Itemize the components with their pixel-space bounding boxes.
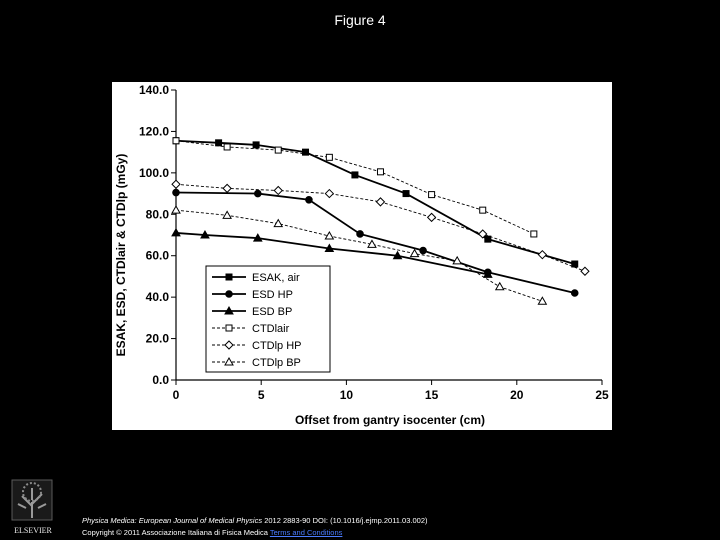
data-point <box>572 261 578 267</box>
y-tick-label: 0.0 <box>152 373 169 387</box>
data-point <box>226 274 232 280</box>
y-tick-label: 20.0 <box>145 331 169 346</box>
data-point <box>538 297 546 304</box>
article-reference: 2012 2883-90 DOI: (10.1016/j.ejmp.2011.03.002) <box>264 516 428 525</box>
x-tick-label: 20 <box>510 388 524 402</box>
data-point <box>496 283 504 290</box>
data-point <box>428 213 436 221</box>
data-point <box>172 206 180 213</box>
data-point <box>352 172 358 178</box>
data-point <box>275 147 281 153</box>
data-point <box>223 184 231 192</box>
data-point <box>325 190 333 198</box>
data-point <box>403 191 409 197</box>
data-point <box>216 140 222 146</box>
y-tick-label: 100.0 <box>138 165 169 180</box>
line-chart <box>112 82 612 430</box>
data-point <box>223 211 231 218</box>
data-point <box>538 251 546 259</box>
data-point <box>571 290 578 297</box>
legend-label: ESD BP <box>252 306 293 318</box>
data-point <box>411 250 419 257</box>
x-tick-label: 10 <box>339 388 354 402</box>
data-point <box>254 190 261 197</box>
terms-link[interactable]: Terms and Conditions <box>269 528 343 537</box>
citation-line-2 <box>82 527 428 539</box>
data-point <box>531 231 537 237</box>
x-tick-label: 25 <box>595 388 609 402</box>
publisher-logo-text: ELSEVIER <box>14 526 52 535</box>
data-point <box>173 138 179 144</box>
data-point <box>224 144 230 150</box>
y-tick-label: 40.0 <box>145 290 169 305</box>
series-ctdlp-hp <box>172 180 589 275</box>
legend-label: ESAK, air <box>252 272 300 284</box>
data-point <box>429 192 435 198</box>
y-axis-label: ESAK, ESD, CTDlair & CTDlp (mGy) <box>114 153 128 357</box>
y-tick-label: 140.0 <box>138 83 169 97</box>
y-tick-label: 60.0 <box>145 248 169 263</box>
data-point <box>377 169 383 175</box>
data-point <box>173 189 180 196</box>
data-point <box>376 198 384 206</box>
legend-label: CTDlp HP <box>252 340 302 352</box>
x-axis-label: Offset from gantry isocenter (cm) <box>294 413 486 427</box>
data-point <box>253 142 259 148</box>
data-point <box>581 267 589 275</box>
x-tick-label: 0 <box>172 388 180 402</box>
legend-label: ESD HP <box>252 289 293 301</box>
figure-title: Figure 4 <box>334 12 386 28</box>
legend-label: CTDlp BP <box>252 357 301 369</box>
data-point <box>485 236 491 242</box>
data-point <box>172 180 180 188</box>
data-point <box>274 186 282 194</box>
journal-name: Physica Medica: European Journal of Medical Physics <box>82 516 263 525</box>
data-point <box>226 291 233 298</box>
y-tick-label: 120.0 <box>138 124 169 139</box>
data-point <box>326 154 332 160</box>
citation <box>82 515 428 539</box>
chart-panel <box>112 82 612 430</box>
data-point <box>480 207 486 213</box>
x-tick-label: 15 <box>424 388 439 402</box>
data-point <box>357 231 364 238</box>
x-tick-label: 5 <box>257 388 265 402</box>
legend-label: CTDlair <box>252 323 290 335</box>
legend <box>206 266 330 372</box>
data-point <box>306 196 313 203</box>
y-tick-label: 80.0 <box>145 207 169 222</box>
copyright-text: Copyright © 2011 Associazione Italiana di Fisica Medica <box>82 528 268 537</box>
publisher-logo <box>6 478 60 538</box>
data-point <box>420 247 427 254</box>
citation-line-1 <box>82 515 428 527</box>
data-point <box>226 325 232 331</box>
